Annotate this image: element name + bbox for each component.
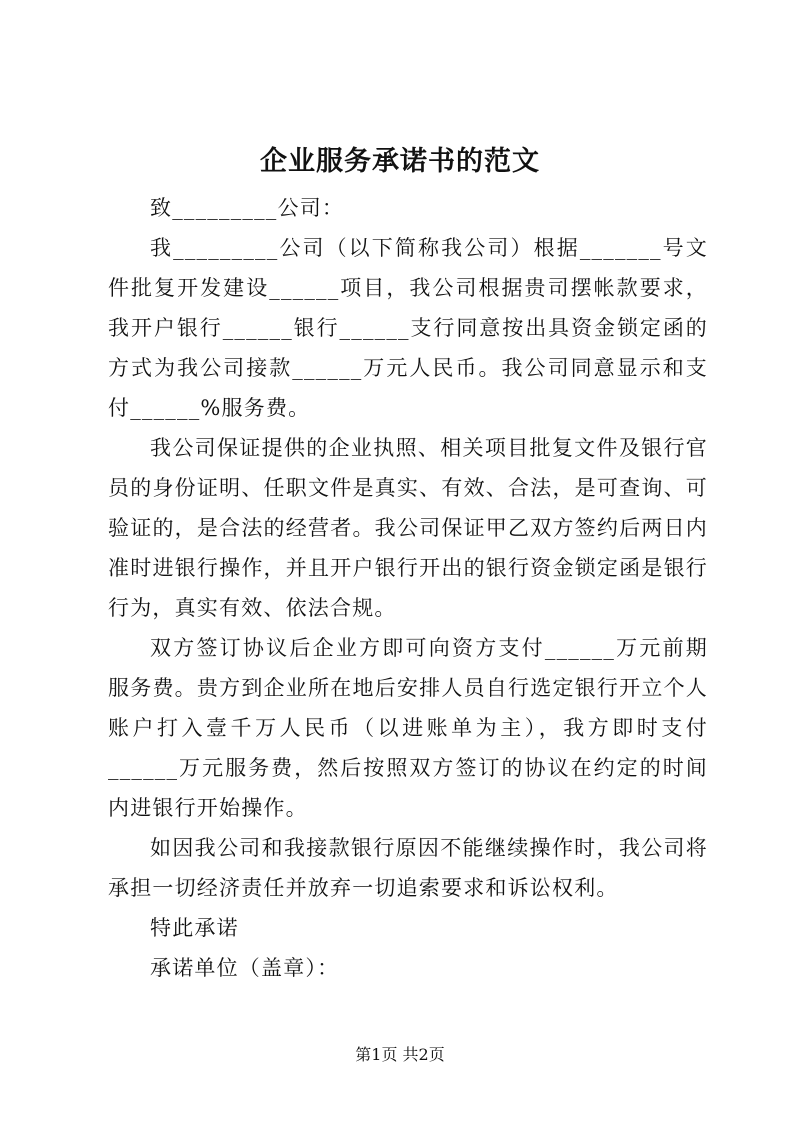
closing-phrase: 特此承诺 bbox=[150, 916, 239, 940]
paragraph-3: 双方签订协议后企业方即可向资方支付______万元前期服务费。贵方到企业所在地后安排人员自行选定银行开立个人账户打入壹千万人民币（以进账单为主），我方即时支付______万元服务费，然后按照双方签订的协议在约定的时间内进银行开始操作。 bbox=[108, 636, 708, 820]
document-title: 企业服务承诺书的范文 bbox=[260, 146, 540, 177]
paragraph-1: 我_________公司（以下简称我公司）根据_______号文件批复开发建设______项目，我公司根据贵司摆帐款要求，我开户银行______银行______支行同意按出具资金锁定函的方式为我公司接款______万元人民币。我公司同意显示和支付______%服务费。 bbox=[108, 236, 708, 420]
salutation-paragraph: 致_________公司： bbox=[150, 196, 345, 220]
page-number-footer: 第1页 共2页 bbox=[355, 1045, 445, 1064]
paragraph-2: 我公司保证提供的企业执照、相关项目批复文件及银行官员的身份证明、任职文件是真实、有效、合法，是可查询、可验证的，是合法的经营者。我公司保证甲乙双方签约后两日内准时进银行操作，并且开户银行开出的银行资金锁定函是银行行为，真实有效、依法合规。 bbox=[108, 436, 708, 620]
document-body bbox=[108, 188, 708, 988]
signature-line: 承诺单位（盖章）： bbox=[150, 956, 340, 980]
paragraph-4: 如因我公司和我接款银行原因不能继续操作时，我公司将承担一切经济责任并放弃一切追索要求和诉讼权利。 bbox=[108, 836, 708, 900]
